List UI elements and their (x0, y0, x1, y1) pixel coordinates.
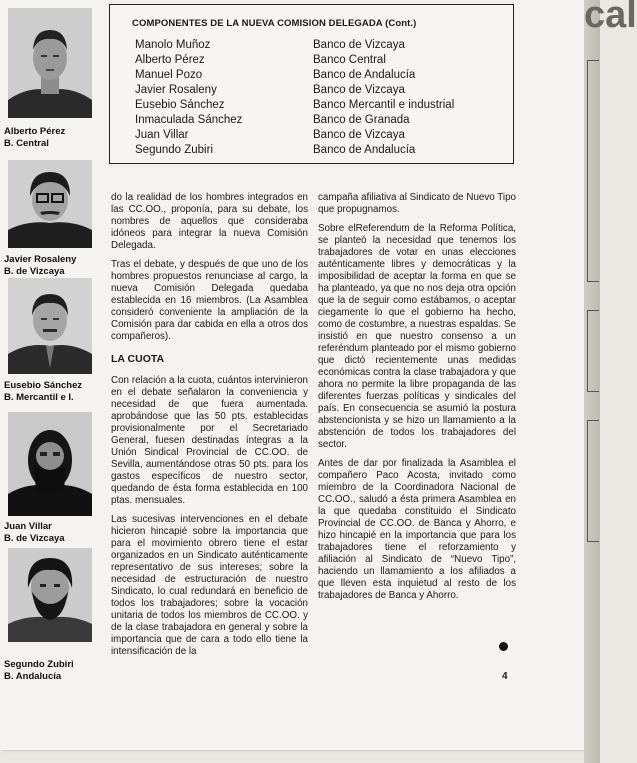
photo-caption (4, 254, 104, 278)
member-name: Inmaculada Sánchez (135, 114, 243, 126)
article-column-1 (111, 192, 308, 665)
member-name: Eusebio Sánchez (135, 99, 225, 111)
portrait-photo (8, 160, 92, 248)
member-row (135, 39, 405, 51)
caption-name: Alberto Pérez (4, 126, 66, 137)
section-heading: LA CUOTA (111, 353, 165, 365)
member-bank: Banco Mercantil e industrial (313, 99, 455, 111)
adjacent-page-edge (584, 0, 637, 763)
member-row (135, 99, 455, 111)
members-box (109, 4, 514, 164)
paragraph: campaña afiliativa al Sindicato de Nuevo Tipo que propugnamos. (318, 192, 516, 215)
member-name: Segundo Zubiri (135, 144, 213, 156)
caption-bank: B. Andalucía (4, 671, 62, 682)
caption-name: Javier Rosaleny (4, 254, 77, 265)
photo-caption (4, 659, 104, 683)
portrait-photo (8, 278, 92, 374)
paragraph: Antes de dar por finalizada la Asamblea el compañero Paco Acosta, invitado como miembro de la Coordinadora Nacional de CC.OO., saludó a ésta primera Asamblea en la que quedaba constituido el Sindicato Provincial de CC.OO. de Banca y Ahorro, e hizo hincapié en la importancia que para los trabajadores tiene el reforzamiento y afiliación al Sindicato de “Nuevo Tipo”, haciendo un llamamiento a los afiliados a que lleven esta inquietud al resto de los trabajadores de Banca y Ahorro. (318, 458, 516, 601)
member-bank: Banco de Andalucía (313, 69, 416, 81)
member-name: Manolo Muñoz (135, 39, 211, 51)
member-name: Juan Villar (135, 129, 189, 141)
member-row (135, 144, 416, 156)
member-row (135, 114, 410, 126)
member-bank: Banco Central (313, 54, 386, 66)
member-row (135, 84, 405, 96)
portrait-photo (8, 412, 92, 516)
photo-caption (4, 380, 104, 404)
member-bank: Banco de Vizcaya (313, 84, 405, 96)
member-name: Alberto Pérez (135, 54, 205, 66)
paragraph: do la realidad de los hombres integrados en las CC.OO., proponía, para su debate, los nombres de aquellos que consideraba idóneos para integrar la nueva Comisión Delegada. (111, 192, 308, 251)
photo-caption (4, 126, 104, 150)
edge-frame (587, 310, 599, 392)
portrait-photo (8, 8, 92, 118)
portrait-photo (8, 548, 92, 642)
edge-frame (587, 60, 599, 282)
member-bank: Banco de Andalucía (313, 144, 416, 156)
member-name: Manuel Pozo (135, 69, 203, 81)
member-bank: Banco de Granada (313, 114, 410, 126)
article-column-2 (318, 192, 516, 609)
paragraph: Con relación a la cuota, cuántos intervinieron en el debate señalaron la conveniencia y necesidad de que fuera aumentada. aprobándose que las 50 pts. establecidas provisionalmente por el Secretariado General, fuesen destinadas íntegras a la Unión Sindical Provincial de CC.OO. de Sevilla, aumentándose otras 50 pts. para los gastos específicos de nuestro sector, quedando de ésta forma establecida en 100 ptas. mensuales. (111, 375, 308, 506)
caption-name: Juan Villar (4, 521, 52, 532)
paragraph: Las sucesivas intervenciones en el debate hicieron hincapié sobre la importancia que para el movimiento obrero tiene el estar organizados en un Sindicato auténticamente representativo de sus intereses; sobre la necesidad de estructuración de nuestro Sindicato, lo cual redundará en beneficio de todos los trabajadores; sobre la vocación unitaria de todos los miembros de CC.OO. y de la clase trabajadora en general y sobre la importancia que de cara a todo ello tiene la intensificación de la (111, 514, 308, 657)
caption-bank: B. de Vizcaya (4, 533, 65, 544)
paragraph: Tras el debate, y después de que uno de los hombres propuestos renunciase al cargo, la nueva Comisión Delegada quedaba establecida en 16 miembros. (La Asamblea consideró conveniente la ampliación de la Comisión para dar cabida en ella a otros dos compañeros). (111, 259, 308, 342)
caption-name: Eusebio Sánchez (4, 380, 83, 391)
box-title: COMPONENTES DE LA NUEVA COMISION DELEGADA (Cont.) (132, 18, 417, 29)
member-row (135, 69, 416, 81)
caption-bank: B. Central (4, 138, 49, 149)
end-mark-bullet (499, 642, 508, 651)
photo-caption (4, 521, 104, 545)
page-number: 4 (502, 671, 508, 682)
member-bank: Banco de Vizcaya (313, 39, 405, 51)
caption-bank: B. de Vizcaya (4, 266, 65, 277)
caption-name: Segundo Zubiri (4, 659, 74, 670)
paragraph: Sobre elReferendum de la Reforma Política, se planteó la necesidad que tenemos los trabajadores de votar en unas elecciones auténticamente libres y democráticas y la imposibilidad de aceptar la forma en que se ha planteado, ya que no nos deja otra opción que la de seguir como estábamos, o aceptar ciegamente lo que el gobierno ha hecho, como de costumbre, a nuestras espaldas. Se insistió en que nuestro consenso a un referéndum planteado por el mismo gobierno que dictó recientemente unas medidas económicas contra la clase trabajadora y que ahora no permite la libre propaganda de las diferentes fuerzas políticas y sindicales del país. En consecuencia se asumió la postura abstencionista y se hizo un llamamiento a la abstención de todos los trabajadores del sector. (318, 223, 516, 450)
edge-frame (587, 420, 599, 542)
member-bank: Banco de Vizcaya (313, 129, 405, 141)
member-row (135, 129, 405, 141)
edge-text: cal (584, 0, 637, 36)
member-row (135, 54, 386, 66)
member-name: Javier Rosaleny (135, 84, 217, 96)
caption-bank: B. Mercantil e I. (4, 392, 74, 403)
